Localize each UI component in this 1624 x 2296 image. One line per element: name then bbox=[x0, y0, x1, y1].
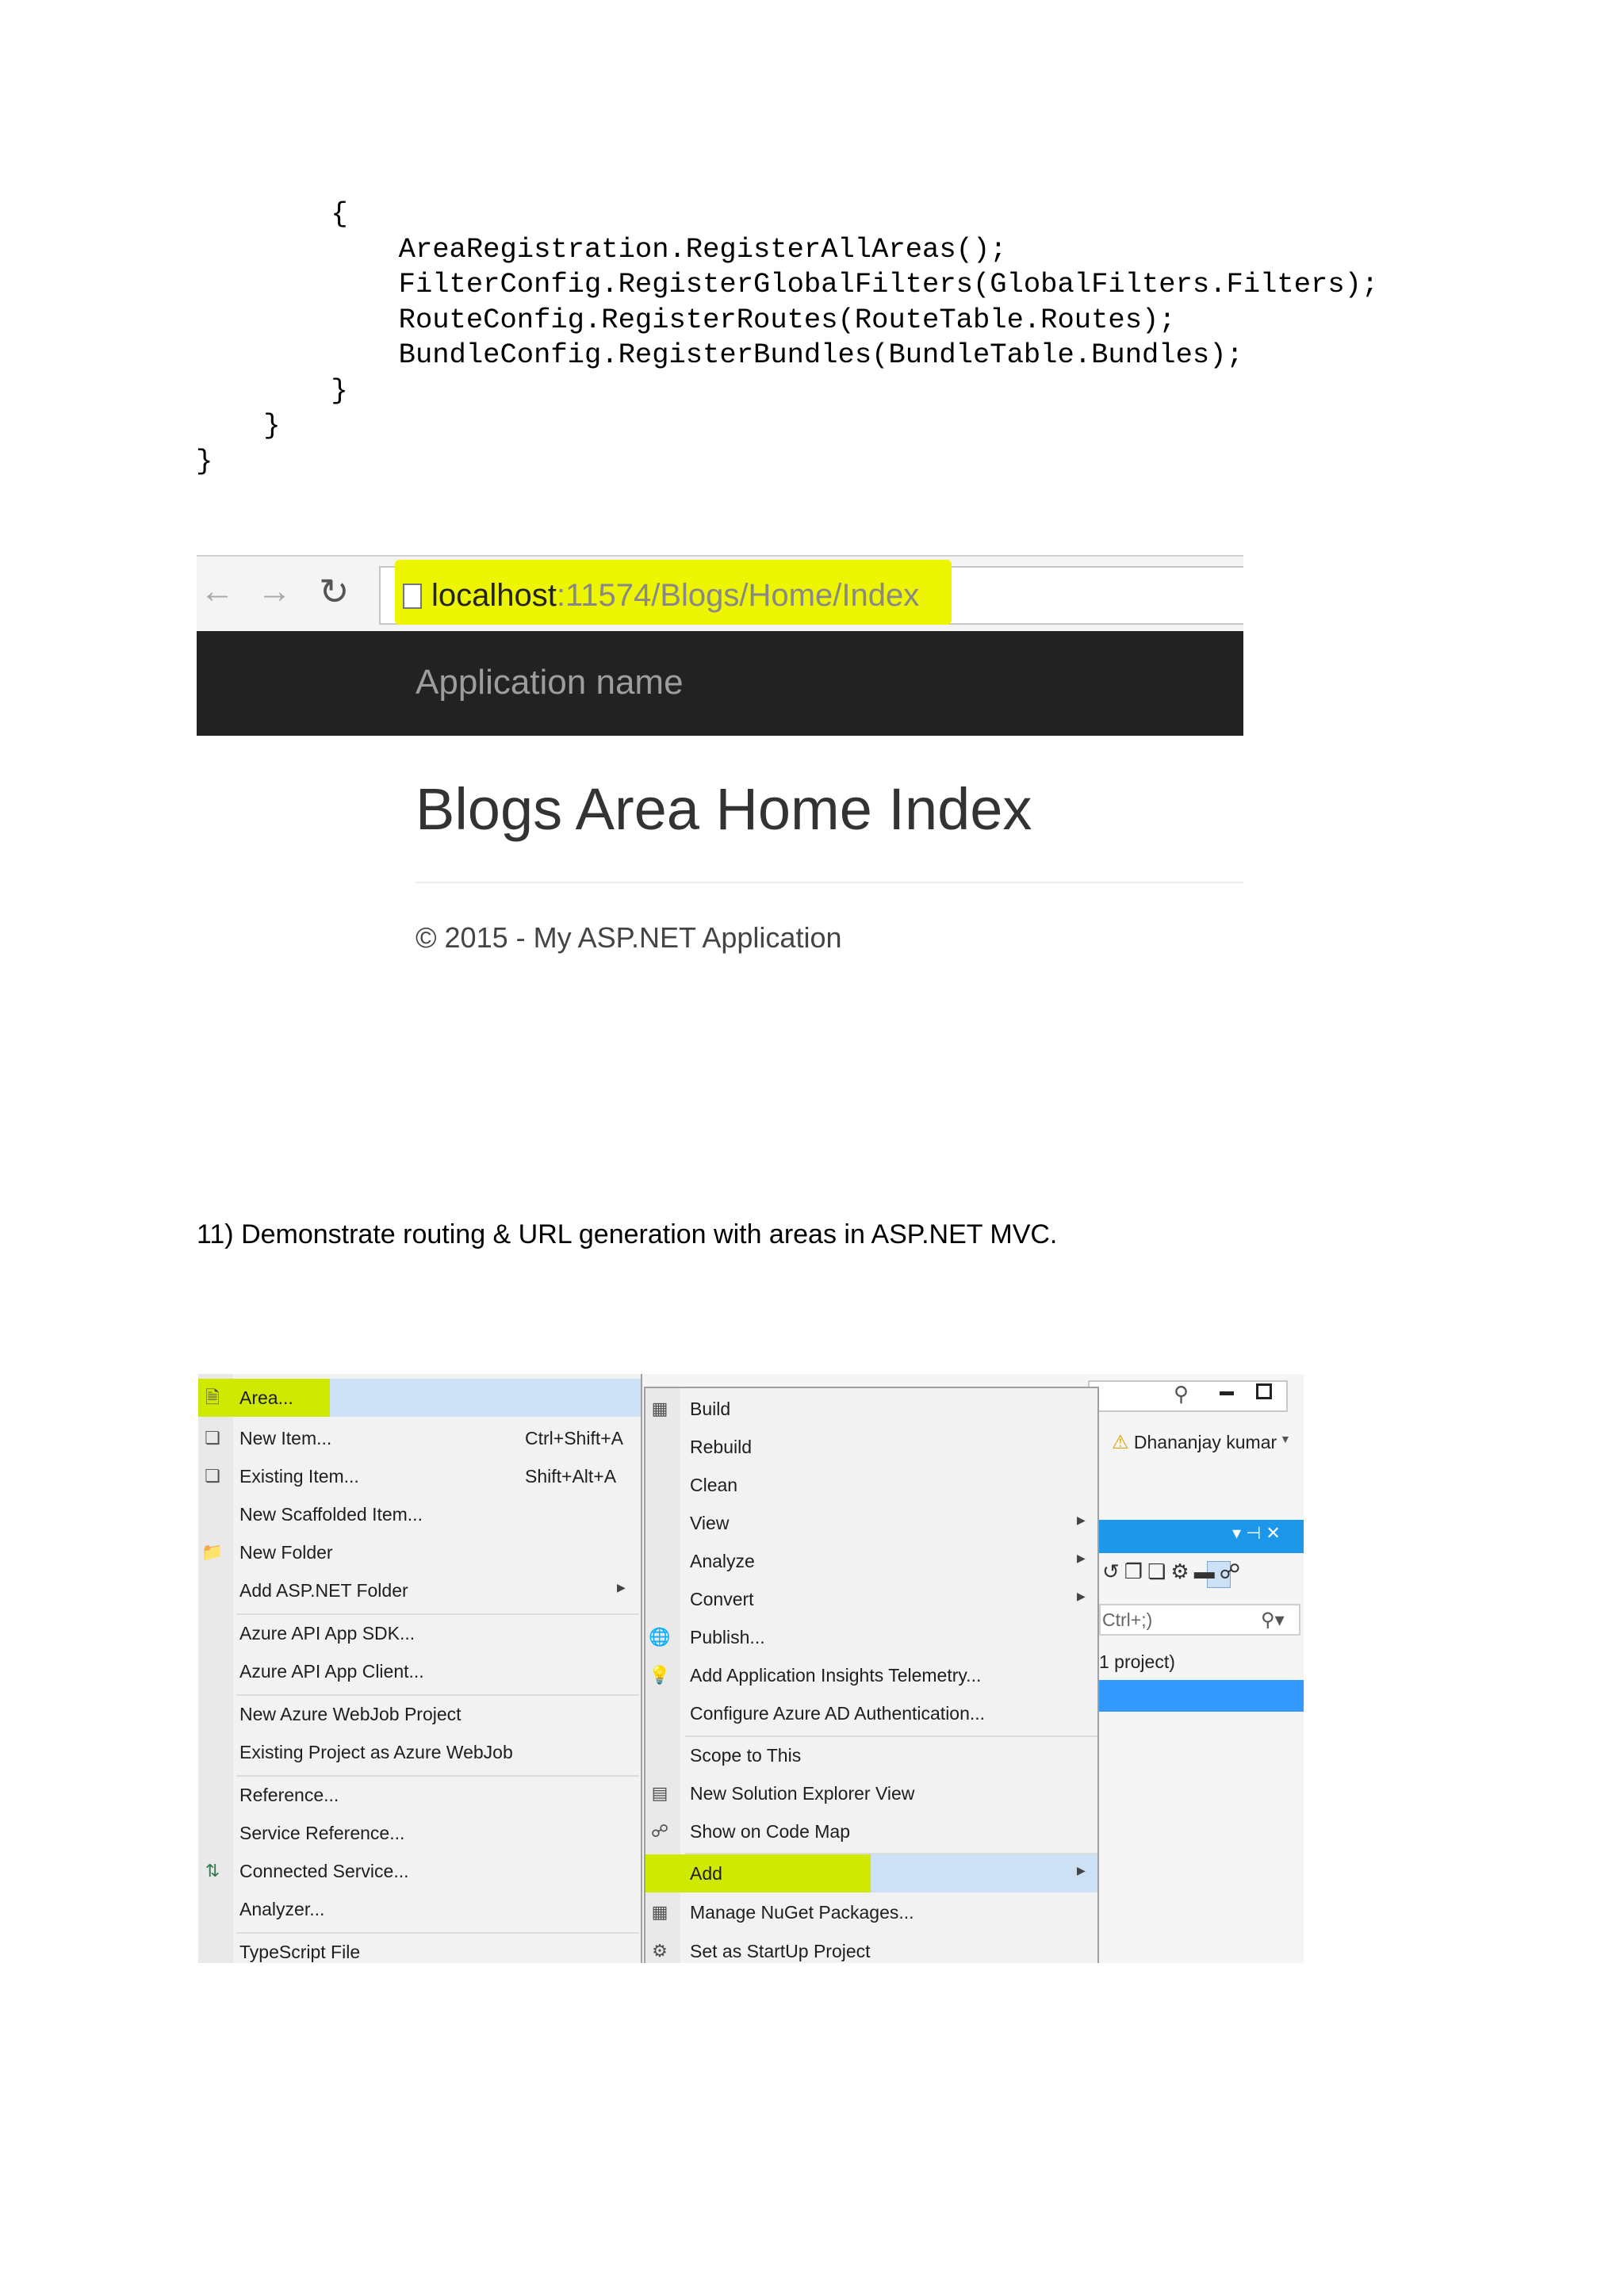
menu-item-convert[interactable] bbox=[645, 1580, 1097, 1618]
menu-item-label: New Solution Explorer View bbox=[690, 1783, 915, 1804]
menu-item-label: Publish... bbox=[690, 1627, 765, 1647]
menu-item-new-scaffolded-item[interactable] bbox=[198, 1495, 641, 1533]
code-line: BundleConfig.RegisterBundles(BundleTable.Bundles); bbox=[196, 339, 1243, 371]
menu-item-label: Azure API App SDK... bbox=[239, 1623, 416, 1644]
app-name-link[interactable]: Application name bbox=[416, 663, 684, 702]
gear-icon: ⚙ bbox=[652, 1941, 668, 1961]
code-line: RouteConfig.RegisterRoutes(RouteTable.Routes); bbox=[196, 303, 1176, 336]
vs-screenshot bbox=[198, 1374, 1304, 1963]
menu-item-connected-service[interactable] bbox=[198, 1852, 641, 1890]
menu-item-label: Build bbox=[690, 1399, 731, 1419]
menu-item-label: Existing Project as Azure WebJob bbox=[239, 1742, 513, 1762]
menu-item-rebuild[interactable] bbox=[645, 1428, 1097, 1466]
minimize-icon[interactable] bbox=[1220, 1391, 1234, 1395]
menu-item-set-startup[interactable] bbox=[645, 1932, 1097, 1963]
menu-item-label: Existing Item... bbox=[239, 1466, 359, 1487]
menu-item-shortcut: Ctrl+Shift+A bbox=[525, 1428, 623, 1448]
reload-icon[interactable]: ↻ bbox=[319, 571, 350, 612]
chevron-right-icon: ▶ bbox=[1077, 1552, 1086, 1564]
menu-item-label: TypeScript File bbox=[239, 1942, 361, 1962]
menu-item-label: Rebuild bbox=[690, 1437, 752, 1457]
code-line: } bbox=[196, 373, 348, 407]
existing-item-icon: ❏ bbox=[205, 1466, 220, 1486]
chevron-right-icon: ▶ bbox=[1077, 1590, 1086, 1602]
url-text bbox=[431, 576, 919, 615]
menu-item-new-folder[interactable] bbox=[198, 1533, 641, 1571]
site-navbar bbox=[197, 631, 1243, 736]
menu-item-label: Service Reference... bbox=[239, 1823, 405, 1843]
chevron-right-icon: ▶ bbox=[617, 1581, 626, 1594]
folder-icon: 📁 bbox=[201, 1542, 224, 1562]
menu-item-label: Area... bbox=[239, 1387, 293, 1408]
menu-item-label: New Scaffolded Item... bbox=[239, 1504, 423, 1525]
add-highlight bbox=[645, 1854, 871, 1892]
globe-icon: 🌐 bbox=[649, 1627, 671, 1647]
menu-item-publish[interactable] bbox=[645, 1618, 1097, 1656]
restore-icon[interactable] bbox=[1256, 1383, 1272, 1399]
menu-item-label: Connected Service... bbox=[239, 1861, 409, 1881]
menu-item-label: Set as StartUp Project bbox=[690, 1941, 871, 1961]
menu-item-label: Add ASP.NET Folder bbox=[239, 1580, 408, 1601]
selected-project-row[interactable] bbox=[1099, 1680, 1304, 1712]
solution-search-hint: Ctrl+;) bbox=[1102, 1609, 1153, 1630]
menu-item-new-item[interactable] bbox=[198, 1419, 641, 1457]
menu-item-view[interactable] bbox=[645, 1504, 1097, 1542]
menu-item-new-solution-view[interactable] bbox=[645, 1774, 1097, 1812]
warning-icon: ⚠ bbox=[1112, 1432, 1129, 1453]
build-icon: ▦ bbox=[651, 1399, 668, 1418]
connected-service-icon: ⇅ bbox=[205, 1861, 220, 1881]
menu-item-label: View bbox=[690, 1513, 730, 1533]
menu-item-label: Add Application Insights Telemetry... bbox=[690, 1665, 982, 1686]
code-map-icon: ☍ bbox=[650, 1821, 669, 1841]
menu-item-label: New Item... bbox=[239, 1428, 332, 1448]
menu-item-existing-item[interactable] bbox=[198, 1457, 641, 1495]
menu-item-clean[interactable] bbox=[645, 1466, 1097, 1504]
back-arrow-icon[interactable]: ← bbox=[200, 572, 235, 610]
project-context-menu bbox=[644, 1387, 1099, 1963]
menu-item-analyzer[interactable] bbox=[198, 1890, 641, 1928]
menu-item-add[interactable] bbox=[645, 1854, 1097, 1892]
menu-item-build[interactable] bbox=[645, 1390, 1097, 1428]
insights-icon: 💡 bbox=[649, 1665, 671, 1685]
menu-item-existing-project-webjob[interactable] bbox=[198, 1733, 641, 1771]
browser-toolbar bbox=[197, 555, 1243, 633]
page-body bbox=[393, 736, 1243, 967]
menu-item-new-azure-webjob[interactable] bbox=[198, 1695, 641, 1733]
menu-item-show-on-code-map[interactable] bbox=[645, 1812, 1097, 1850]
file-icon: 🗎 bbox=[205, 1387, 220, 1407]
menu-item-reference[interactable] bbox=[198, 1776, 641, 1814]
user-account[interactable] bbox=[1112, 1431, 1277, 1454]
section-caption: 11) Demonstrate routing & URL generation with areas in ASP.NET MVC. bbox=[197, 1219, 1058, 1249]
pane-buttons[interactable]: ▾ ⊣ ✕ bbox=[1232, 1523, 1281, 1543]
menu-item-label: New Folder bbox=[239, 1542, 333, 1563]
menu-item-label: Configure Azure AD Authentication... bbox=[690, 1703, 986, 1724]
page-heading: Blogs Area Home Index bbox=[416, 776, 1032, 842]
menu-item-add-aspnet-folder[interactable] bbox=[198, 1571, 641, 1609]
menu-item-azure-api-app-client[interactable] bbox=[198, 1652, 641, 1690]
code-line: } bbox=[196, 409, 281, 442]
url-host: localhost bbox=[431, 578, 557, 613]
menu-item-label: Analyze bbox=[690, 1551, 755, 1571]
user-name: Dhananjay kumar bbox=[1133, 1432, 1277, 1452]
menu-item-azure-ad[interactable] bbox=[645, 1694, 1097, 1732]
solution-toolbar[interactable]: ↺❐❏⚙▬☍ bbox=[1102, 1559, 1246, 1583]
menu-item-manage-nuget[interactable] bbox=[645, 1893, 1097, 1931]
search-icon[interactable]: ⚲▾ bbox=[1261, 1609, 1285, 1631]
menu-item-service-reference[interactable] bbox=[198, 1814, 641, 1852]
search-icon[interactable]: ⚲ bbox=[1174, 1382, 1189, 1406]
menu-item-label: Reference... bbox=[239, 1785, 339, 1805]
code-line: AreaRegistration.RegisterAllAreas(); bbox=[196, 232, 1007, 266]
chevron-down-icon[interactable]: ▼ bbox=[1280, 1433, 1291, 1445]
divider bbox=[416, 882, 1243, 883]
chevron-right-icon: ▶ bbox=[1077, 1864, 1086, 1877]
browser-screenshot bbox=[197, 555, 1243, 967]
solution-view-icon: ▤ bbox=[651, 1783, 668, 1803]
menu-item-label: New Azure WebJob Project bbox=[239, 1704, 462, 1724]
menu-item-label: Scope to This bbox=[690, 1745, 802, 1766]
chevron-right-icon: ▶ bbox=[1077, 1513, 1086, 1526]
new-item-icon: ❏ bbox=[205, 1428, 220, 1448]
menu-item-label: Clean bbox=[690, 1475, 738, 1495]
code-line: FilterConfig.RegisterGlobalFilters(GlobalFilters.Filters); bbox=[196, 268, 1379, 300]
code-line: } bbox=[196, 444, 213, 477]
menu-item-typescript-file[interactable] bbox=[198, 1933, 641, 1963]
code-line: { bbox=[196, 197, 348, 230]
code-block bbox=[196, 197, 1378, 479]
footer-text: © 2015 - My ASP.NET Application bbox=[416, 921, 842, 954]
menu-item-shortcut: Shift+Alt+A bbox=[525, 1466, 617, 1487]
menu-item-label: Add bbox=[690, 1863, 722, 1884]
add-submenu bbox=[198, 1374, 642, 1963]
menu-item-app-insights[interactable] bbox=[645, 1656, 1097, 1694]
menu-item-label: Convert bbox=[690, 1589, 754, 1609]
url-path: :11574/Blogs/Home/Index bbox=[556, 578, 920, 613]
address-bar[interactable] bbox=[379, 566, 1243, 625]
nuget-icon: ▦ bbox=[651, 1902, 668, 1922]
menu-item-label: Manage NuGet Packages... bbox=[690, 1902, 914, 1923]
menu-item-scope-to-this[interactable] bbox=[645, 1736, 1097, 1774]
menu-item-azure-api-app-sdk[interactable] bbox=[198, 1614, 641, 1652]
menu-item-label: Azure API App Client... bbox=[239, 1661, 424, 1682]
forward-arrow-icon[interactable]: → bbox=[257, 572, 292, 610]
page-icon bbox=[403, 584, 422, 609]
menu-item-analyze[interactable] bbox=[645, 1542, 1097, 1580]
menu-item-label: Show on Code Map bbox=[690, 1821, 851, 1842]
solution-node[interactable]: 1 project) bbox=[1099, 1651, 1175, 1672]
menu-item-area[interactable] bbox=[198, 1379, 641, 1417]
menu-item-label: Analyzer... bbox=[239, 1899, 325, 1919]
